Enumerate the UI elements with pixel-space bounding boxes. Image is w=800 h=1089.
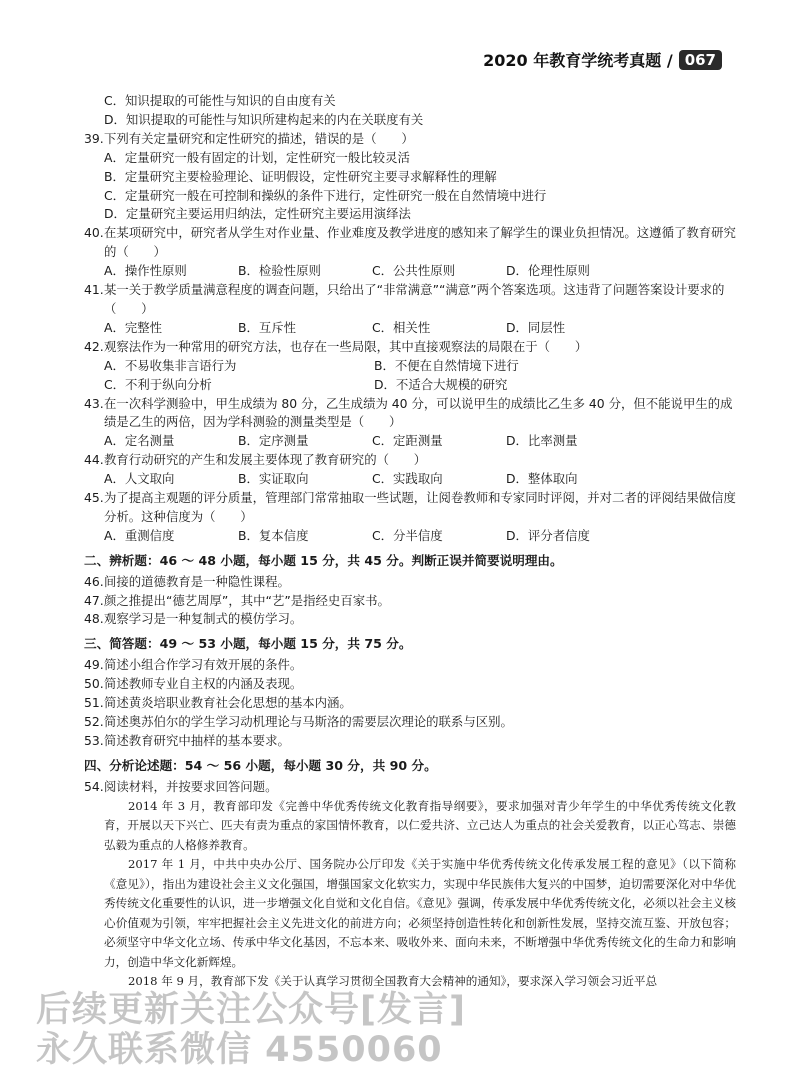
question-stem: 颜之推提出“德艺周厚”，其中“艺”是指经史百家书。: [104, 592, 390, 608]
question-stem: 间接的道德教育是一种隐性课程。: [104, 573, 290, 589]
question-number: 42.: [84, 338, 104, 354]
option-b: B．不便在自然情境下进行: [374, 357, 519, 373]
section-heading-analysis: 二、辨析题：46 ～ 48 小题，每小题 15 分，共 45 分。判断正误并简要说明理由。: [84, 552, 563, 568]
question-50: [84, 675, 736, 694]
question-40: [84, 224, 736, 262]
watermark-line-1: 后续更新关注公众号[发言]: [36, 990, 466, 1030]
question-number: 40.: [84, 225, 104, 241]
question-43: [84, 395, 736, 433]
section-heading-short-answer: 三、简答题：49 ～ 53 小题，每小题 15 分，共 75 分。: [84, 636, 412, 652]
question-stem: 下列有关定量研究和定性研究的描述，错误的是（ ）: [104, 130, 414, 146]
option-b: B．互斥性: [238, 319, 297, 335]
question-stem: 为了提高主观题的评分质量，管理部门常常抽取一些试题，让阅卷教师和专家同时评阅，并对二者的评阅结果做信度分析。这种信度为（ ）: [104, 490, 736, 524]
material-paragraph: 2017 年 1 月，中共中央办公厅、国务院办公厅印发《关于实施中华优秀传统文化传承发展工程的意见》（以下简称《意见》），指出为建设社会主义文化强国，增强国家文化软实力，实现中华民族伟大复兴的中国梦，迫切需要深化对中华优秀传统文化重要性的认识，进一步增强文化自觉和文化自信。《意见》强调，传承发展中华优秀传统文化，必须以社会主义核心价值观为引领，牢牢把握社会主义先进文化的前进方向；必须坚持创造性转化和创新性发展，坚持交流互鉴、开放包容；必须坚守中华文化立场、传承中华文化基因，不忘本来、吸收外来、面向未来，不断增强中华优秀传统文化的生命力和影响力，创造中华文化新辉煌。: [104, 857, 736, 969]
question-stem: 简述小组合作学习有效开展的条件。: [104, 657, 303, 673]
option-c: C．不利于纵向分析: [104, 376, 212, 392]
option-d-carry: D．知识提取的可能性与知识所建构起来的内在关联度有关: [104, 111, 424, 127]
option-d: D．伦理性原则: [506, 263, 590, 279]
question-stem: 在一次科学测验中，甲生成绩为 80 分，乙生成绩为 40 分，可以说甲生的成绩比乙生多 40 分，但不能说甲生的成绩是乙生的两倍，因为学科测验的测量类型是（ ）: [104, 395, 733, 430]
option-c: C．相关性: [372, 319, 431, 335]
question-42: [84, 338, 736, 357]
question-stem: 教育行动研究的产生和发展主要体现了教育研究的（ ）: [104, 452, 427, 468]
option-c: C．公共性原则: [372, 263, 455, 279]
option-d: D．同层性: [506, 319, 566, 335]
section-heading-essay: 四、分析论述题：54 ～ 56 小题，每小题 30 分，共 90 分。: [84, 757, 437, 773]
options-row: [84, 527, 736, 546]
material-paragraph: 2014 年 3 月，教育部印发《完善中华优秀传统文化教育指导纲要》，要求加强对青少年学生的中华优秀传统文化教育，开展以天下兴亡、匹夫有责为重点的家国情怀教育，以仁爱共济、立己达人为重点的社会关爱教育，以正心笃志、崇德弘毅为重点的人格修养教育。: [104, 798, 736, 852]
question-number: 45.: [84, 490, 104, 506]
option-d: D．整体取向: [506, 471, 578, 487]
question-46: [84, 573, 736, 592]
options-row: [84, 376, 736, 395]
option-b: B．复本信度: [238, 527, 309, 543]
question-stem: 在某项研究中，研究者从学生对作业量、作业难度及教学进度的感知来了解学生的课业负担情况。这遵循了教育研究的（ ）: [104, 225, 736, 260]
question-47: [84, 592, 736, 611]
question-number: 47.: [84, 592, 104, 608]
option-c: C．定距测量: [372, 433, 443, 449]
question-53: [84, 732, 736, 751]
question-stem: 阅读材料，并按要求回答问题。: [104, 778, 278, 794]
exam-title: 2020 年教育学统考真题 /: [483, 51, 673, 70]
question-stem: 观察学习是一种复制式的模仿学习。: [104, 611, 303, 627]
question-number: 41.: [84, 282, 104, 298]
question-stem: 简述教师专业自主权的内涵及表现。: [104, 676, 303, 692]
question-number: 43.: [84, 395, 104, 411]
option-a: A．完整性: [104, 319, 163, 335]
exam-content: [84, 92, 736, 992]
option-b: B．实证取向: [238, 471, 309, 487]
option-c: C．分半信度: [372, 527, 443, 543]
question-number: 52.: [84, 714, 104, 729]
question-49: [84, 656, 736, 675]
options-row: [84, 432, 736, 451]
question-52: [84, 713, 736, 732]
question-number: 39.: [84, 130, 104, 146]
option-a: A．人文取向: [104, 471, 175, 487]
question-45: [84, 489, 736, 527]
question-51: [84, 694, 736, 713]
question-number: 46.: [84, 573, 104, 589]
question-41: [84, 281, 736, 319]
question-stem: 简述黄炎培职业教育社会化思想的基本内涵。: [104, 695, 352, 711]
options-row: [84, 319, 736, 338]
option-d: D．不适合大规模的研究: [374, 376, 508, 392]
question-number: 54.: [84, 778, 104, 794]
question-stem: 简述奥苏伯尔的学生学习动机理论与马斯洛的需要层次理论的联系与区别。: [104, 714, 513, 729]
option-c-carry: C．知识提取的可能性与知识的自由度有关: [104, 93, 336, 108]
option-d: D．比率测量: [506, 433, 578, 449]
question-39: [84, 130, 736, 149]
option-c: C．定量研究一般在可控制和操纵的条件下进行，定性研究一般在自然情境中进行: [104, 187, 547, 203]
page-header: [483, 48, 722, 71]
material-paragraph: 2018 年 9 月，教育部下发《关于认真学习贯彻全国教育大会精神的通知》，要求深入学习领会习近平总: [128, 974, 658, 989]
question-stem: 简述教育研究中抽样的基本要求。: [104, 732, 290, 748]
question-number: 53.: [84, 732, 104, 748]
reading-material: [84, 797, 736, 992]
watermark-line-2: 永久联系微信 4550060: [36, 1030, 443, 1070]
question-number: 49.: [84, 657, 104, 673]
question-stem: 观察法作为一种常用的研究方法，也存在一些局限，其中直接观察法的局限在于（ ）: [104, 338, 588, 354]
question-number: 50.: [84, 676, 104, 692]
options-row: [84, 357, 736, 376]
question-number: 44.: [84, 452, 104, 468]
options-row: [84, 262, 736, 281]
option-a: A．操作性原则: [104, 263, 187, 279]
option-d: D．评分者信度: [506, 527, 590, 543]
question-44: [84, 451, 736, 470]
option-c: C．实践取向: [372, 471, 443, 487]
question-stem: 某一关于教学质量满意程度的调查问题，只给出了“非常满意”“满意”两个答案选项。这违背了问题答案设计要求的（ ）: [104, 282, 725, 316]
watermark-overlay: [36, 990, 466, 1070]
option-a: A．重测信度: [104, 527, 175, 543]
question-48: [84, 610, 736, 629]
option-b: B．定量研究主要检验理论、证明假设，定性研究主要寻求解释性的理解: [104, 168, 497, 184]
option-d: D．定量研究主要运用归纳法，定性研究主要运用演绎法: [104, 206, 411, 222]
question-54: [84, 778, 736, 797]
options-row: [84, 470, 736, 489]
option-a: A．不易收集非言语行为: [104, 357, 237, 373]
option-a: A．定量研究一般有固定的计划，定性研究一般比较灵活: [104, 149, 410, 165]
question-number: 48.: [84, 611, 104, 627]
option-b: B．检验性原则: [238, 263, 321, 279]
option-b: B．定序测量: [238, 433, 309, 449]
question-number: 51.: [84, 695, 104, 711]
option-a: A．定名测量: [104, 433, 175, 449]
page-number-badge: 067: [679, 50, 722, 70]
